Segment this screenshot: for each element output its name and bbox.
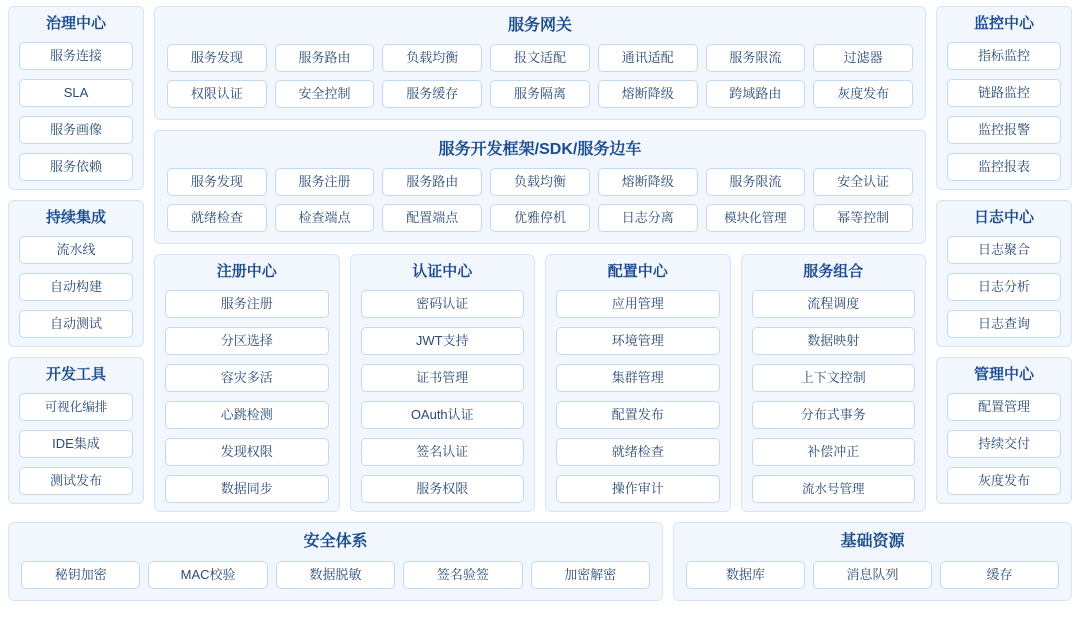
chip-service-cache[interactable]: 服务缓存 [382,80,482,108]
chip-list [947,236,1061,338]
chip-readiness-check[interactable]: 就绪检查 [167,204,267,232]
chip-pipeline[interactable]: 流水线 [19,236,133,264]
chip-data-sync[interactable]: 数据同步 [165,475,329,503]
chip-application-management[interactable]: 应用管理 [556,290,720,318]
chip-list [19,393,133,495]
chip-signature-verification[interactable]: 签名验签 [403,561,522,589]
middle-column [154,6,926,512]
chip-service-registration[interactable]: 服务注册 [275,168,375,196]
chip-config-management[interactable]: 配置管理 [947,393,1061,421]
chip-key-encryption[interactable]: 秘钥加密 [21,561,140,589]
panel-log-center [936,200,1072,347]
chip-disaster-recovery[interactable]: 容灾多活 [165,364,329,392]
panel-dev-tools [8,357,144,504]
panel-service-gateway [154,6,926,120]
chip-service-dependency[interactable]: 服务依赖 [19,153,133,181]
chip-permission-auth[interactable]: 权限认证 [167,80,267,108]
chip-password-auth[interactable]: 密码认证 [361,290,525,318]
chip-service-routing[interactable]: 服务路由 [275,44,375,72]
chip-readiness-check[interactable]: 就绪检查 [556,438,720,466]
chip-service-discovery[interactable]: 服务发现 [167,168,267,196]
chip-database[interactable]: 数据库 [686,561,805,589]
chip-operation-audit[interactable]: 操作审计 [556,475,720,503]
center-panels-row [154,254,926,512]
chip-encryption-decryption[interactable]: 加密解密 [531,561,650,589]
chip-load-balancing[interactable]: 负载均衡 [490,168,590,196]
sdk-row-1 [167,168,913,196]
chip-list [752,290,916,503]
chip-log-aggregation[interactable]: 日志聚合 [947,236,1061,264]
chip-comm-adaptation[interactable]: 通讯适配 [598,44,698,72]
panel-title: 服务组合 [803,263,864,281]
panel-title: 安全体系 [303,533,368,551]
panel-governance-center [8,6,144,190]
chip-service-profile[interactable]: 服务画像 [19,116,133,144]
chip-auto-build[interactable]: 自动构建 [19,273,133,301]
chip-list [947,42,1061,181]
chip-load-balancing[interactable]: 负载均衡 [382,44,482,72]
panel-management-center [936,357,1072,504]
chip-trace-monitoring[interactable]: 链路监控 [947,79,1061,107]
chip-context-control[interactable]: 上下文控制 [752,364,916,392]
panel-title: 监控中心 [973,15,1034,32]
infrastructure-chip-row [686,561,1059,589]
panel-title: 认证中心 [412,263,473,281]
panel-auth-center [350,254,536,512]
chip-cross-domain-routing[interactable]: 跨域路由 [706,80,806,108]
panel-title: 注册中心 [216,263,277,281]
chip-certificate-management[interactable]: 证书管理 [361,364,525,392]
panel-continuous-integration [8,200,144,347]
panel-service-composition [741,254,927,512]
chip-check-endpoint[interactable]: 检查端点 [275,204,375,232]
panel-sdk-framework [154,130,926,244]
chip-heartbeat-detection[interactable]: 心跳检测 [165,401,329,429]
chip-idempotent-control[interactable]: 幂等控制 [813,204,913,232]
chip-message-adaptation[interactable]: 报文适配 [490,44,590,72]
panel-title: 持续集成 [45,209,106,226]
chip-log-query[interactable]: 日志查询 [947,310,1061,338]
chip-signature-auth[interactable]: 签名认证 [361,438,525,466]
chip-service-registration[interactable]: 服务注册 [165,290,329,318]
panel-title: 管理中心 [973,366,1034,383]
security-chip-row [21,561,650,589]
chip-list [947,393,1061,495]
chip-gray-release[interactable]: 灰度发布 [813,80,913,108]
chip-oauth-auth[interactable]: OAuth认证 [361,401,525,429]
chip-list [556,290,720,503]
chip-monitoring-alarm[interactable]: 监控报警 [947,116,1061,144]
bottom-row [8,522,1072,600]
chip-graceful-shutdown[interactable]: 优雅停机 [490,204,590,232]
chip-cluster-management[interactable]: 集群管理 [556,364,720,392]
gateway-row-2 [167,80,913,108]
panel-title: 开发工具 [45,366,106,383]
chip-process-scheduling[interactable]: 流程调度 [752,290,916,318]
chip-service-discovery[interactable]: 服务发现 [167,44,267,72]
chip-service-permission[interactable]: 服务权限 [361,475,525,503]
chip-partition-selection[interactable]: 分区选择 [165,327,329,355]
right-column [936,6,1072,512]
chip-compensation-correction[interactable]: 补偿冲正 [752,438,916,466]
chip-distributed-transaction[interactable]: 分布式事务 [752,401,916,429]
chip-ide-integration[interactable]: IDE集成 [19,430,133,458]
chip-security-auth[interactable]: 安全认证 [813,168,913,196]
chip-config-release[interactable]: 配置发布 [556,401,720,429]
gateway-row-1 [167,44,913,72]
chip-service-connection[interactable]: 服务连接 [19,42,133,70]
chip-mac-verification[interactable]: MAC校验 [148,561,267,589]
panel-config-center [545,254,731,512]
chip-gray-release[interactable]: 灰度发布 [947,467,1061,495]
chip-serial-number-management[interactable]: 流水号管理 [752,475,916,503]
panel-monitoring-center [936,6,1072,190]
panel-security-system [8,522,663,600]
chip-config-endpoint[interactable]: 配置端点 [382,204,482,232]
chip-continuous-delivery[interactable]: 持续交付 [947,430,1061,458]
chip-circuit-breaking[interactable]: 熔断降级 [598,168,698,196]
chip-service-routing[interactable]: 服务路由 [382,168,482,196]
chip-service-isolation[interactable]: 服务隔离 [490,80,590,108]
chip-monitoring-report[interactable]: 监控报表 [947,153,1061,181]
chip-list [165,290,329,503]
chip-filter[interactable]: 过滤器 [813,44,913,72]
chip-discovery-permission[interactable]: 发现权限 [165,438,329,466]
chip-data-mapping[interactable]: 数据映射 [752,327,916,355]
chip-visual-orchestration[interactable]: 可视化编排 [19,393,133,421]
panel-title: 治理中心 [45,15,106,32]
panel-title: 服务开发框架/SDK/服务边车 [438,141,642,159]
chip-circuit-breaking[interactable]: 熔断降级 [598,80,698,108]
sdk-row-2 [167,204,913,232]
chip-rate-limiting[interactable]: 服务限流 [706,168,806,196]
chip-sla[interactable]: SLA [19,79,133,107]
panel-title: 日志中心 [973,209,1034,226]
chip-data-masking[interactable]: 数据脱敏 [276,561,395,589]
panel-infrastructure-resources [673,522,1072,600]
chip-auto-test[interactable]: 自动测试 [19,310,133,338]
chip-log-separation[interactable]: 日志分离 [598,204,698,232]
chip-rate-limiting[interactable]: 服务限流 [706,44,806,72]
panel-registry-center [154,254,340,512]
chip-environment-management[interactable]: 环境管理 [556,327,720,355]
left-column [8,6,144,512]
chip-cache[interactable]: 缓存 [940,561,1059,589]
panel-title: 基础资源 [840,533,905,551]
chip-metric-monitoring[interactable]: 指标监控 [947,42,1061,70]
chip-jwt-support[interactable]: JWT支持 [361,327,525,355]
chip-list [361,290,525,503]
panel-title: 服务网关 [507,17,572,34]
chip-security-control[interactable]: 安全控制 [275,80,375,108]
chip-modular-management[interactable]: 模块化管理 [706,204,806,232]
chip-list [19,42,133,181]
chip-message-queue[interactable]: 消息队列 [813,561,932,589]
chip-list [19,236,133,338]
chip-log-analysis[interactable]: 日志分析 [947,273,1061,301]
diagram-main-layout [8,6,1072,512]
chip-test-release[interactable]: 测试发布 [19,467,133,495]
panel-title: 配置中心 [607,263,668,281]
